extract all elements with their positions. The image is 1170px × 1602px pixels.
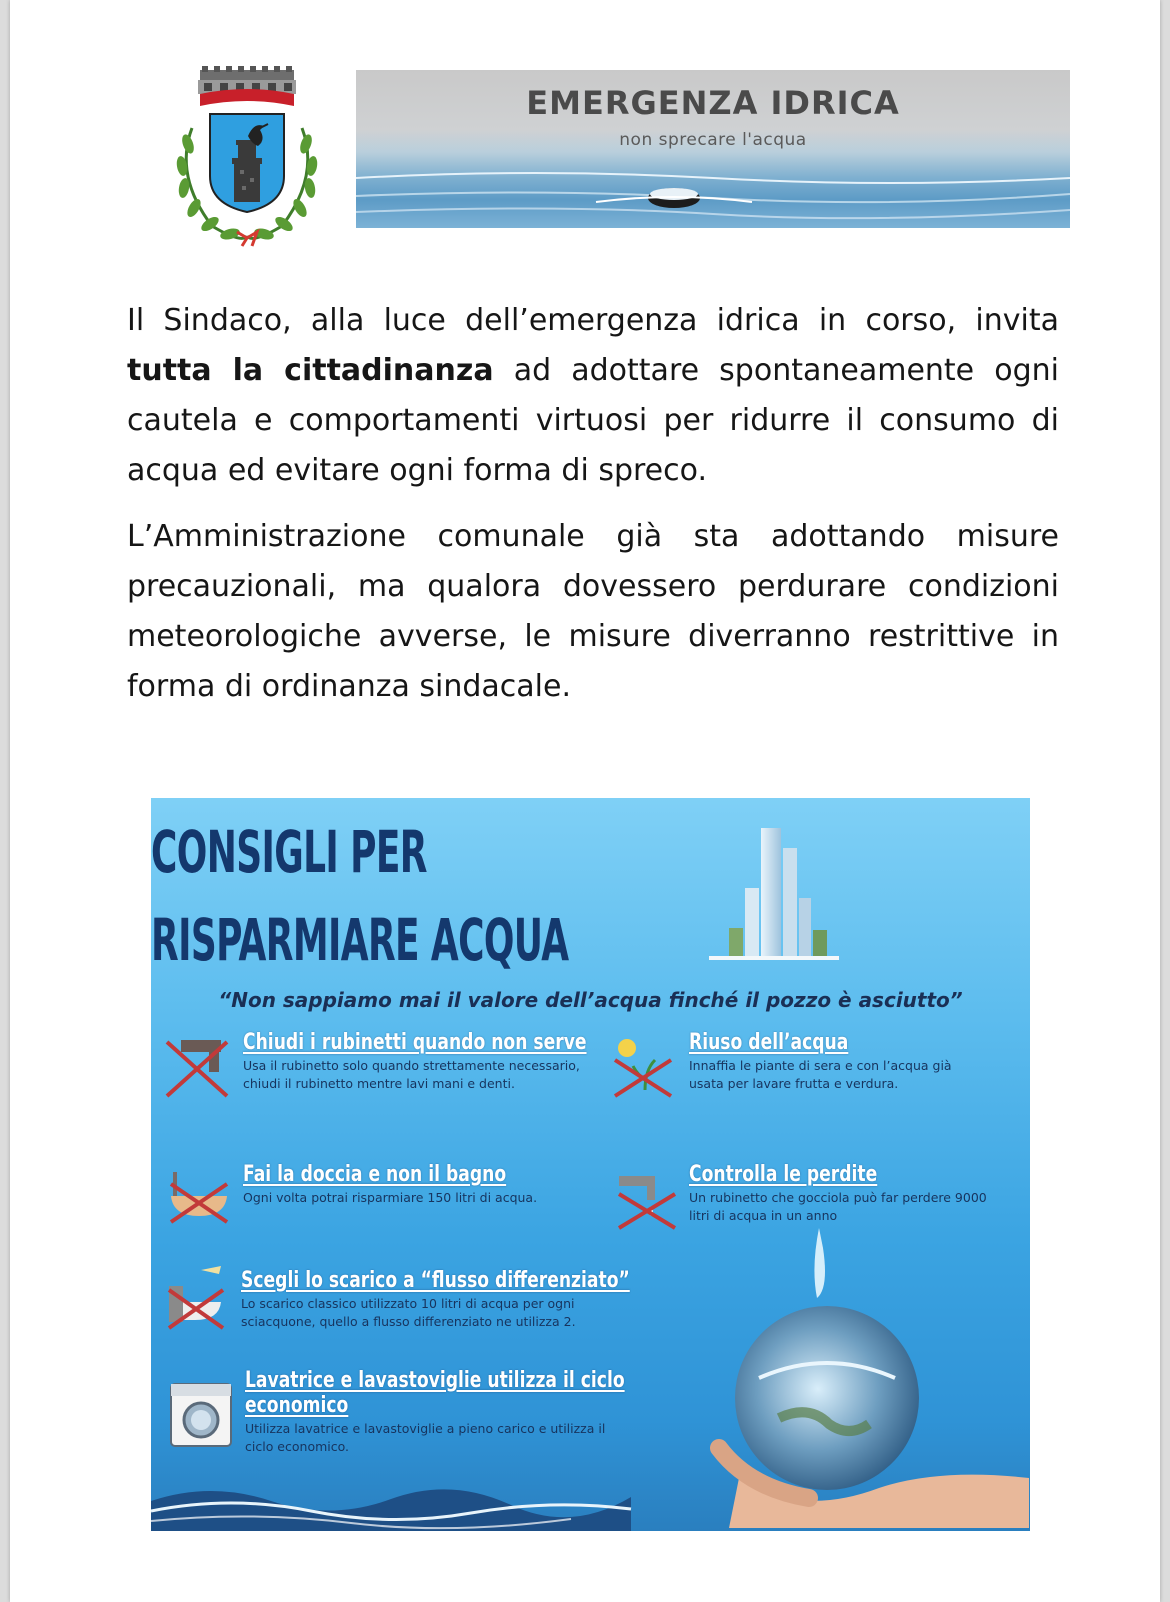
tip-eco-cycle (245, 1368, 625, 1456)
infographic-title-line: RISPARMIARE ACQUA (151, 906, 569, 974)
notice-text: ad adottare spontaneamente ogni cautela e comportamenti virtuosi per ridurre il consumo di acqua ed evitare ogni forma di spreco. (127, 353, 1059, 488)
notice-paragraph-1 (127, 296, 1059, 496)
banner-title: EMERGENZA IDRICA (526, 84, 900, 122)
municipal-crest-icon (152, 66, 342, 258)
toilet-flush-icon (161, 1262, 233, 1334)
bathtub-icon (163, 1158, 235, 1230)
skyline-icon (699, 818, 849, 968)
notice-paragraph-2: L’Amministrazione comunale già sta adottando misure precauzionali, ma qualora dovessero perdurare condizioni meteorologiche avverse, le misure diverranno restrittive in forma di ordinanza sindacale. (127, 519, 1059, 704)
infographic-title-line: CONSIGLI PER (151, 818, 427, 886)
washing-machine-icon (165, 1378, 237, 1450)
tip-title: Scegli lo scarico a “flusso differenziato” (241, 1268, 630, 1293)
water-wave-icon (151, 1471, 1030, 1531)
tip-body: Innaffia le piante di sera e con l’acqua già usata per lavare frutta e verdura. (689, 1058, 952, 1091)
faucet-icon (161, 1030, 233, 1102)
tip-title: economico (245, 1393, 349, 1418)
tip-body: Ogni volta potrai risparmiare 150 litri di acqua. (243, 1190, 538, 1205)
tip-title: Riuso dell’acqua (689, 1030, 849, 1055)
tip-body: Usa il rubinetto solo quando strettamente necessario, chiudi il rubinetto mentre lavi mani e denti. (243, 1058, 580, 1091)
tip-close-taps (243, 1030, 587, 1093)
tip-shower (243, 1162, 563, 1207)
water-saving-infographic (151, 798, 1030, 1531)
banner-subtitle: non sprecare l'acqua (619, 130, 807, 150)
tip-title: Fai la doccia e non il bagno (243, 1162, 507, 1187)
infographic-title (151, 808, 568, 984)
emergency-banner (356, 70, 1070, 228)
dripping-tap-icon (609, 1158, 681, 1230)
tip-body: Lo scarico classico utilizzato 10 litri di acqua per ogni sciacquone, quello a flusso differenziato ne utilizza 2. (241, 1296, 576, 1329)
tip-title: Chiudi i rubinetti quando non serve (243, 1030, 587, 1055)
tip-dual-flush (241, 1268, 631, 1331)
tip-body: Utilizza lavatrice e lavastoviglie a pieno carico e utilizza il ciclo economico. (245, 1421, 606, 1454)
watering-plant-icon (609, 1030, 681, 1102)
tip-title: Controlla le perdite (689, 1162, 878, 1187)
tip-title: Lavatrice e lavastoviglie utilizza il ciclo (245, 1368, 625, 1393)
document-page (10, 0, 1160, 1602)
infographic-quote: “Non sappiamo mai il valore dell’acqua finché il pozzo è asciutto” (218, 988, 963, 1012)
notice-emphasis: tutta la cittadinanza (127, 353, 494, 388)
tip-reuse-water (689, 1030, 989, 1093)
tip-body: Un rubinetto che gocciola può far perdere 9000 litri di acqua in un anno (689, 1190, 987, 1223)
notice-text: Il Sindaco, alla luce dell’emergenza idrica in corso, invita (127, 303, 1059, 338)
tip-check-leaks (689, 1162, 1009, 1225)
